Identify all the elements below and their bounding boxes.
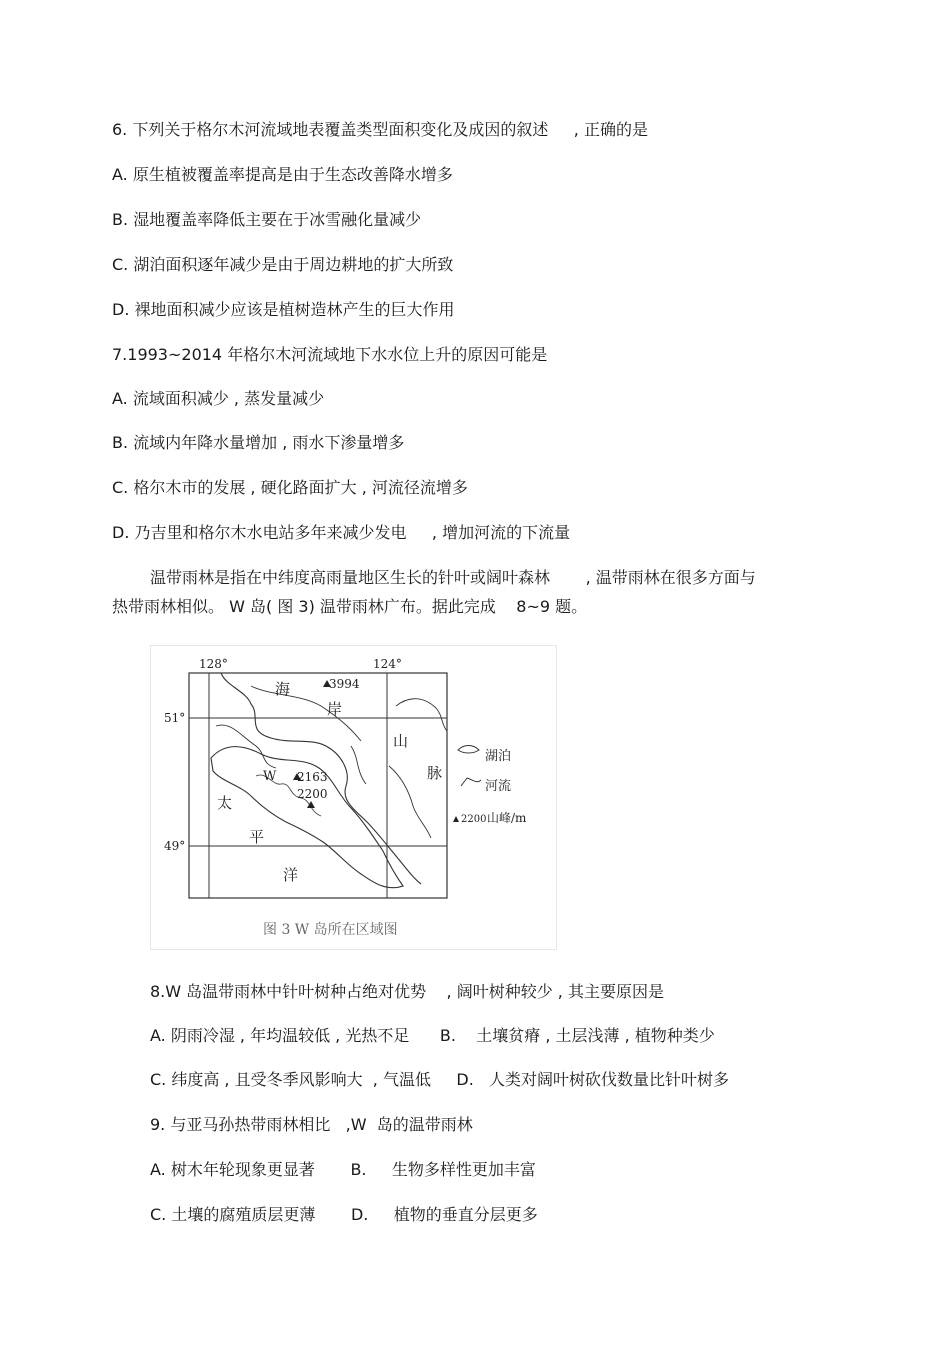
peak-legend-icon: [453, 816, 459, 822]
passage-line-2: 热带雨林相似。 W 岛( 图 3) 温带雨林广布。据此完成 8~9 题。: [112, 597, 588, 616]
map-frame: [189, 673, 447, 898]
label-tai: 太: [217, 794, 233, 812]
river-north: [396, 699, 447, 731]
figure-caption: 图 3 W 岛所在区域图: [263, 922, 398, 938]
label-hai: 海: [275, 680, 291, 698]
peak-label-3: 2200: [297, 787, 328, 801]
label-yang: 洋: [283, 866, 299, 884]
lon-label-124: 124°: [373, 657, 402, 671]
w-island-outline: [211, 747, 403, 888]
question-8-options-cd: C. 纬度高 , 且受冬季风影响大 , 气温低 D. 人类对阔叶树砍伐数量比针叶树多: [150, 1070, 730, 1089]
figure-3-map: [150, 645, 557, 950]
lon-label-128: 128°: [199, 657, 228, 671]
question-7-option-b: B. 流域内年降水量增加 , 雨水下渗量增多: [112, 433, 405, 452]
question-7-option-c: C. 格尔木市的发展 , 硬化路面扩大 , 河流径流增多: [112, 478, 468, 497]
question-8-stem: 8.W 岛温带雨林中针叶树种占绝对优势 , 阔叶树种较少 , 其主要原因是: [150, 982, 664, 1001]
label-ping: 平: [249, 828, 265, 846]
legend-river-label: 河流: [485, 779, 512, 794]
question-7-option-a: A. 流域面积减少 , 蒸发量减少: [112, 389, 325, 408]
label-shan: 山: [393, 732, 409, 750]
question-6-option-c: C. 湖泊面积逐年减少是由于周边耕地的扩大所致: [112, 255, 454, 274]
map-svg: [151, 646, 556, 949]
lake-legend-icon: [458, 746, 479, 754]
question-6-stem: 6. 下列关于格尔木河流域地表覆盖类型面积变化及成因的叙述 , 正确的是: [112, 120, 648, 139]
label-w-island: W: [263, 769, 277, 784]
question-7-stem: 7.1993~2014 年格尔木河流域地下水水位上升的原因可能是: [112, 345, 548, 364]
peak-marker-3: [307, 801, 315, 808]
legend-lake-label: 湖泊: [485, 749, 512, 764]
label-mai: 脉: [427, 764, 443, 782]
label-an: 岸: [327, 700, 343, 718]
question-6-option-d: D. 裸地面积减少应该是植树造林产生的巨大作用: [112, 300, 455, 319]
lat-label-51: 51°: [164, 711, 186, 725]
legend-peak-label: 山峰/m: [487, 811, 527, 825]
peak-label-2: 2163: [297, 770, 328, 784]
lat-label-49: 49°: [164, 839, 186, 853]
coastline-inlet: [251, 686, 361, 741]
river-central: [351, 746, 366, 784]
question-8-options-ab: A. 阴雨冷湿 , 年均温较低 , 光热不足 B. 土壤贫瘠 , 土层浅薄 , 植物种类少: [150, 1026, 715, 1045]
river-legend-icon: [461, 778, 481, 786]
legend-peak-value: 2200: [461, 814, 487, 825]
question-9-options-cd: C. 土壤的腐殖质层更薄 D. 植物的垂直分层更多: [150, 1205, 538, 1224]
question-9-stem: 9. 与亚马孙热带雨林相比 ,W 岛的温带雨林: [150, 1115, 473, 1134]
peak-label-1: 3994: [329, 677, 360, 691]
question-6-option-a: A. 原生植被覆盖率提高是由于生态改善降水增多: [112, 165, 453, 184]
passage-line-1: 温带雨林是指在中纬度高雨量地区生长的针叶或阔叶森林 , 温带雨林在很多方面与: [150, 568, 756, 587]
question-9-options-ab: A. 树木年轮现象更显著 B. 生物多样性更加丰富: [150, 1160, 536, 1179]
river-east: [389, 766, 431, 838]
coastline-fjord: [216, 725, 276, 768]
question-7-option-d: D. 乃吉里和格尔木水电站多年来减少发电 , 增加河流的下流量: [112, 523, 571, 542]
question-6-option-b: B. 湿地覆盖率降低主要在于冰雪融化量减少: [112, 210, 422, 229]
